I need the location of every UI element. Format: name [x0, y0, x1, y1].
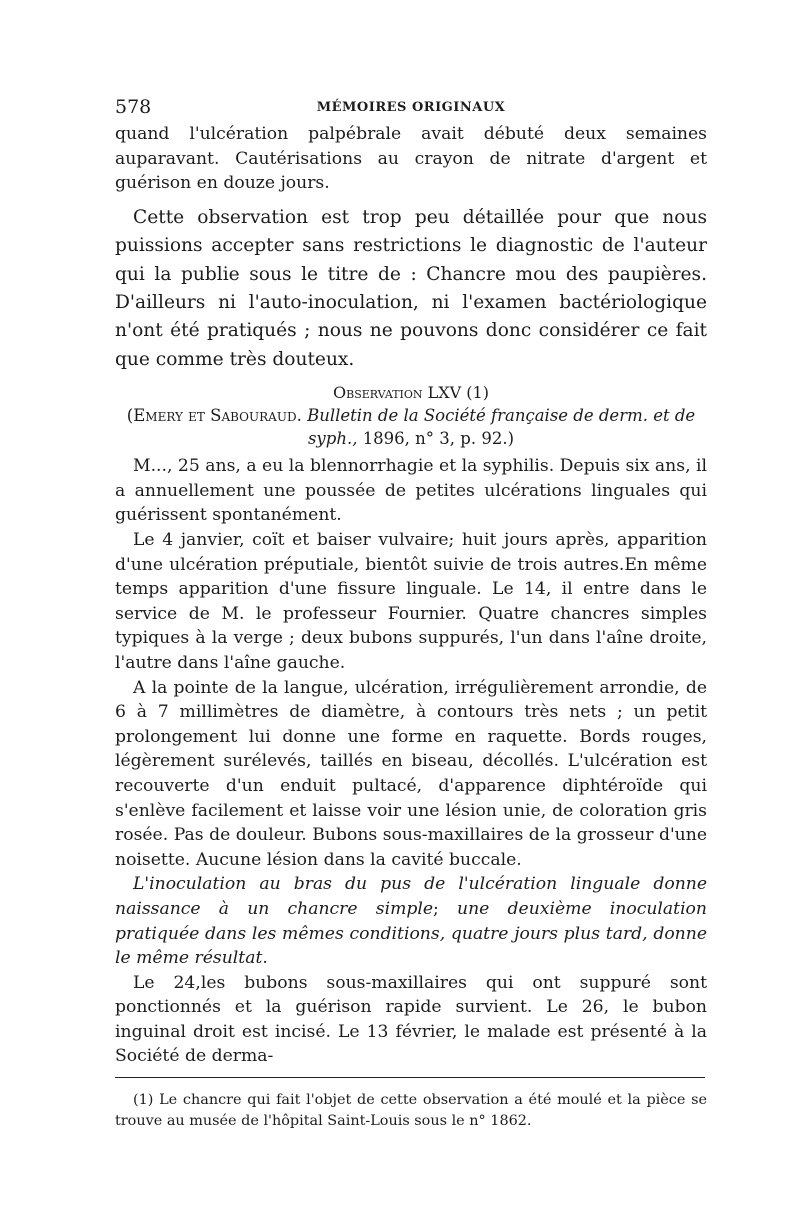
intro-text: [115, 122, 707, 196]
paragraph-outcome: Le 24,les bubons sous-maxillaires qui ont suppuré sont ponctionnés et la guérison rapide survient. Le 26, le bubon inguinal droit est incisé. Le 13 février, le malade est présenté à la Société de derma-: [115, 972, 707, 1067]
citation-journal: Bulletin de la Société française de derm. et de syph.,: [307, 406, 696, 449]
inoculation-separator: ;: [433, 898, 458, 919]
observation-number: LXV (1): [427, 383, 489, 403]
footnote-divider: [115, 1077, 705, 1078]
footnote-text: (1) Le chancre qui fait l'objet de cette observation a été moulé et la pièce se trouve au musée de l'hôpital Saint-Louis sous le n° 1862.: [115, 1092, 707, 1129]
paragraph-inoculation: [115, 872, 707, 970]
paragraph-history: Le 4 janvier, coït et baiser vulvaire; huit jours après, apparition d'une ulcération préputiale, bientôt suivie de trois autres.En même temps apparition d'une fissure linguale. Le 14, il entre dans le service de M. le professeur Fournier. Quatre chancres simples typiques à la verge ; deux bubons suppurés, l'un dans l'aîne droite, l'autre dans l'aîne gauche.: [115, 530, 707, 673]
case-text: [115, 454, 707, 1069]
inoculation-sentence-1: L'inoculation au bras du pus de l'ulcération linguale donne naissance à un chancre simple: [115, 874, 707, 919]
paragraph-continued: quand l'ulcération palpébrale avait débuté deux semaines auparavant. Cautérisations au crayon de nitrate d'argent et guérison en douze jours.: [115, 124, 707, 194]
paragraph-lesion: A la pointe de la langue, ulcération, irrégulièrement arrondie, de 6 à 7 millimètres de diamètre, à contours très nets ; un petit prolongement lui donne une forme en raquette. Bords rouges, légèrement surélevés, taillés en biseau, décollés. L'ulcération est recouverte d'un enduit pultacé, d'apparence diphtéroïde qui s'enlève facilement et laisse voir une lésion unie, de coloration gris rosée. Pas de douleur. Bubons sous-maxillaires de la grosseur d'une noisette. Aucune lésion dans la cavité buccale.: [115, 677, 707, 870]
book-page: [115, 96, 707, 1131]
footnote: [115, 1090, 707, 1131]
paragraph-patient: M..., 25 ans, a eu la blennorrhagie et la syphilis. Depuis six ans, il a annuellement une poussée de petites ulcérations linguales qui guérissent spontanément.: [115, 456, 707, 526]
citation-reference: 1896, n° 3, p. 92.: [362, 429, 508, 449]
observation-label: Observation: [333, 383, 423, 403]
running-head: MÉMOIRES ORIGINAUX: [316, 100, 506, 115]
observation-citation: (Emery et Sabouraud. Bulletin de la Société française de derm. et de syph., 1896, n° 3, p. 92.): [126, 406, 696, 449]
observation-title: [115, 382, 707, 404]
paragraph-commentary: Cette observation est trop peu détaillée pour que nous puissions accepter sans restrictions le diagnostic de l'auteur qui la publie sous le titre de : Chancre mou des paupières. D'ailleurs ni l'auto-inoculation, ni l'examen bactériologique n'ont été pratiqués ; nous ne pouvons donc considérer ce fait que comme très douteux.: [115, 206, 707, 370]
inoculation-sentence-2: une deuxième inoculation pratiquée dans les mêmes conditions, quatre jours plus tard, donne le même résultat.: [115, 898, 707, 969]
commentary-text: [115, 204, 707, 374]
citation-authors: Emery et Sabouraud.: [133, 406, 302, 426]
page-header: [115, 96, 707, 122]
page-number: 578: [115, 96, 152, 118]
